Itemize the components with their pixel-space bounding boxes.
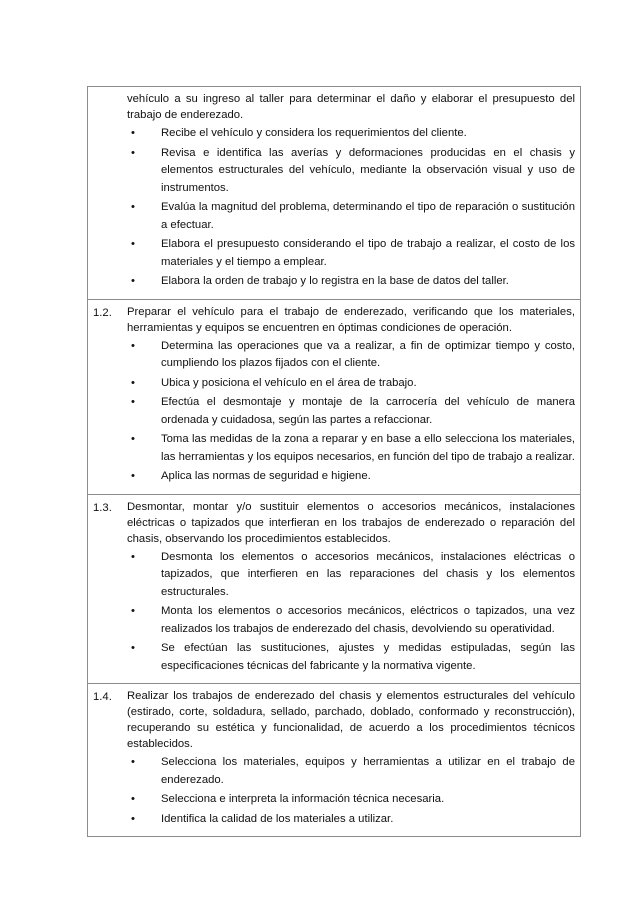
list-item [127,811,575,829]
bullet-icon: • [131,793,135,805]
bullet-icon: • [131,201,135,213]
bullet-icon: • [131,642,135,654]
list-item [127,236,575,271]
criteria-list [127,338,575,486]
bullet-icon: • [131,396,135,408]
list-item [127,375,575,393]
bullet-icon: • [131,812,135,825]
list-item-text: Elabora el presupuesto considerando el tipo de trabajo a realizar, el costo de los materiales y el tiempo a emplear. [161,238,575,268]
row-number: 1.4. [93,691,112,703]
list-item-text: Evalúa la magnitud del problema, determinando el tipo de reparación o sustitución a efectuar. [161,201,575,231]
table-row [88,87,580,300]
list-item [127,125,575,143]
bullet-icon: • [131,550,135,563]
list-item [127,338,575,373]
competencies-table [87,86,581,837]
list-item-text: Aplica las normas de seguridad e higiene. [161,470,371,482]
bullet-icon: • [131,433,135,445]
table-row [88,300,580,495]
list-item [127,394,575,429]
bullet-icon: • [131,146,135,159]
list-item [127,468,575,486]
list-item-text: Se efectúan las sustituciones, ajustes y medidas estipuladas, según las especificaciones técnicas del fabricante y la normativa vigente. [161,642,575,672]
row-number: 1.2. [93,306,112,319]
list-item-text: Monta los elementos o accesorios mecánicos, eléctricos o tapizados, una vez realizados los trabajos de enderezado del chasis, devolviendo su operatividad. [161,605,575,635]
list-item [127,199,575,234]
bullet-icon: • [131,470,135,482]
list-item-text: Selecciona los materiales, equipos y herramientas a utilizar en el trabajo de enderezado. [161,756,575,786]
bullet-icon: • [131,275,135,287]
list-item [127,754,575,789]
list-item [127,145,575,198]
bullet-icon: • [131,238,135,250]
table-row [88,495,580,685]
list-item [127,431,575,466]
bullet-icon: • [131,376,135,389]
bullet-icon: • [131,756,135,768]
list-item-text: Recibe el vehículo y considera los requerimientos del cliente. [161,127,467,139]
list-item [127,640,575,675]
criteria-list [127,549,575,676]
list-item-text: Elabora la orden de trabajo y lo registra en la base de datos del taller. [161,275,509,287]
row-number: 1.3. [93,501,112,514]
list-item-text: Ubica y posiciona el vehículo en el área de trabajo. [161,376,417,389]
bullet-icon: • [131,605,135,617]
row-description: Preparar el vehículo para el trabajo de enderezado, verificando que los materiales, herramientas y equipos se encuentren en óptimas condiciones de operación. [127,305,575,334]
list-item [127,273,575,291]
list-item-text: Determina las operaciones que va a realizar, a fin de optimizar tiempo y costo, cumpliendo los plazos fijados con el cliente. [161,339,575,369]
table-row [88,684,580,836]
criteria-list [127,754,575,828]
bullet-icon: • [131,339,135,352]
list-item-text: Selecciona e interpreta la información técnica necesaria. [161,793,445,805]
criteria-list [127,125,575,291]
row-description: Realizar los trabajos de enderezado del chasis y elementos estructurales del vehículo (estirado, corte, soldadura, sellado, parchado, doblado, conformado y reconstrucción), recuperando su estética y funcionalidad, de acuerdo a los procedimientos técnicos establecidos. [127,690,575,750]
list-item-text: Desmonta los elementos o accesorios mecánicos, instalaciones eléctricas o tapizados, que interfieren en las reparaciones del chasis y los elementos estructurales. [161,550,575,598]
list-item-text: Identifica la calidad de los materiales a utilizar. [161,812,394,825]
list-item [127,549,575,602]
list-item [127,603,575,638]
list-item-text: Revisa e identifica las averías y deformaciones producidas en el chasis y elementos estructurales del vehículo, mediante la observación visual y uso de instrumentos. [161,146,575,194]
row-description: vehículo a su ingreso al taller para determinar el daño y elaborar el presupuesto del trabajo de enderezado. [127,93,575,121]
row-description: Desmontar, montar y/o sustituir elementos o accesorios mecánicos, instalaciones eléctricas o tapizados que interfieran en los trabajos de enderezado o reparación del chasis, observando los procedimientos establecidos. [127,500,575,545]
list-item [127,791,575,809]
bullet-icon: • [131,127,135,139]
list-item-text: Toma las medidas de la zona a reparar y en base a ello selecciona los materiales, las herramientas y los equipos necesarios, en función del tipo de trabajo a realizar. [161,433,575,463]
list-item-text: Efectúa el desmontaje y montaje de la carrocería del vehículo de manera ordenada y cuidadosa, según las partes a refaccionar. [161,396,575,426]
